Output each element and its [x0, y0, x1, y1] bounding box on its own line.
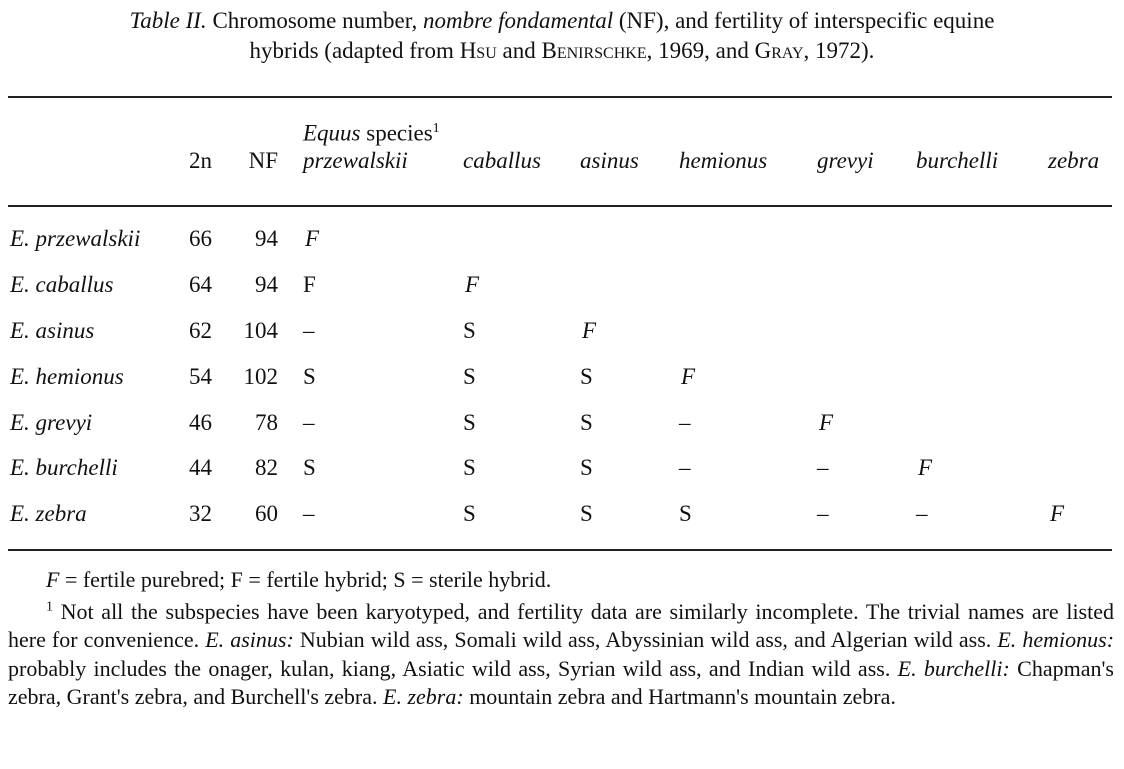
fertility-cell: –	[817, 501, 829, 526]
cell-nf: 102	[243, 364, 278, 389]
fertility-cell: –	[679, 410, 691, 435]
footnote-1: $^1$ Not all the subspecies have been karyotyped, and fertility data are similarly incomplete. The trivial names are listed here for convenience. E. asinus: Nubian wild ass, Somali wild ass, Abyssinian wild ass, and Algerian wild ass. E. hemionus: probably includes the onager, kulan, kiang, Asiatic wild ass, Syrian wild ass, and Indian wild ass. E. burchelli: Chapman's zebra, Grant's zebra, and Burchell's zebra. E. zebra: mountain zebra and Hartmann's mountain zebra.	[8, 598, 1115, 709]
cell-2n: 66	[189, 226, 212, 251]
row-label: E. asinus	[10, 318, 95, 343]
bottom-rule	[8, 549, 1112, 551]
fertility-cell: F	[1050, 501, 1065, 526]
fertility-cell: F	[918, 455, 933, 480]
caption-line-2: hybrids (adapted from Hsu and Benirschke, 1969, and Gray, 1972).	[249, 38, 875, 63]
fertility-cell: –	[817, 455, 829, 480]
row-label: E. hemionus	[10, 364, 124, 389]
row-label: E. caballus	[10, 272, 114, 297]
cell-nf: 94	[255, 272, 278, 297]
cell-nf: 82	[255, 455, 278, 480]
row-label: E. grevyi	[10, 410, 93, 435]
fertility-cell: S	[580, 410, 593, 435]
fertility-cell: F	[582, 318, 597, 343]
legend: F = fertile purebred; F = fertile hybrid; S = sterile hybrid.	[46, 567, 552, 592]
table-notes	[8, 566, 1114, 712]
fertility-cell: S	[463, 455, 476, 480]
fertility-cell: –	[303, 501, 315, 526]
fertility-cell: F	[465, 272, 480, 297]
fertility-cell: –	[679, 455, 691, 480]
cell-2n: 54	[189, 364, 212, 389]
header-nf: NF	[248, 148, 278, 173]
cell-nf: 78	[255, 410, 278, 435]
fertility-cell: S	[463, 410, 476, 435]
fertility-cell: S	[303, 364, 316, 389]
fertility-cell: S	[463, 364, 476, 389]
species-header-hemionus: hemionus	[679, 148, 768, 173]
top-rule	[8, 96, 1112, 98]
species-header-przewalskii: przewalskii	[303, 148, 408, 173]
cell-nf: 104	[243, 318, 278, 343]
caption-line-1: Table II. Chromosome number, nombre fondamental (NF), and fertility of interspecific equine	[129, 8, 995, 33]
author-hsu: Hsu	[459, 38, 497, 63]
cell-2n: 62	[189, 318, 212, 343]
author-benirschke: Benirschke	[541, 38, 647, 63]
cell-2n: 46	[189, 410, 212, 435]
fertility-cell: F	[305, 226, 320, 251]
author-gray: Gray	[754, 38, 804, 63]
header-2n: 2n	[189, 148, 212, 173]
cell-2n: 32	[189, 501, 212, 526]
fertility-cell: –	[303, 410, 315, 435]
fertility-cell: F	[681, 364, 696, 389]
row-label: E. burchelli	[10, 455, 118, 480]
table-caption	[0, 6, 1124, 66]
header-rule	[8, 205, 1112, 207]
species-header-asinus: asinus	[580, 148, 639, 173]
fertility-cell: S	[580, 501, 593, 526]
species-header-burchelli: burchelli	[916, 148, 999, 173]
species-header-zebra: zebra	[1048, 148, 1100, 173]
fertility-cell: S	[679, 501, 692, 526]
cell-2n: 64	[189, 272, 212, 297]
species-header-caballus: caballus	[463, 148, 541, 173]
fertility-cell: S	[580, 364, 593, 389]
fertility-cell: S	[303, 455, 316, 480]
row-label: E. zebra	[10, 501, 87, 526]
species-group-header: Equus species$^1$	[303, 120, 440, 146]
fertility-cell: S	[580, 455, 593, 480]
fertility-cell: F	[303, 272, 316, 297]
cell-2n: 44	[189, 455, 212, 480]
fertility-cell: S	[463, 318, 476, 343]
fertility-cell: S	[463, 501, 476, 526]
cell-nf: 94	[255, 226, 278, 251]
fertility-cell: F	[819, 410, 834, 435]
cell-nf: 60	[255, 501, 278, 526]
fertility-cell: –	[303, 318, 315, 343]
caption-label: Table II.	[129, 8, 207, 33]
species-header-grevyi: grevyi	[817, 148, 874, 173]
row-label: E. przewalskii	[10, 226, 141, 251]
fertility-cell: –	[916, 501, 928, 526]
